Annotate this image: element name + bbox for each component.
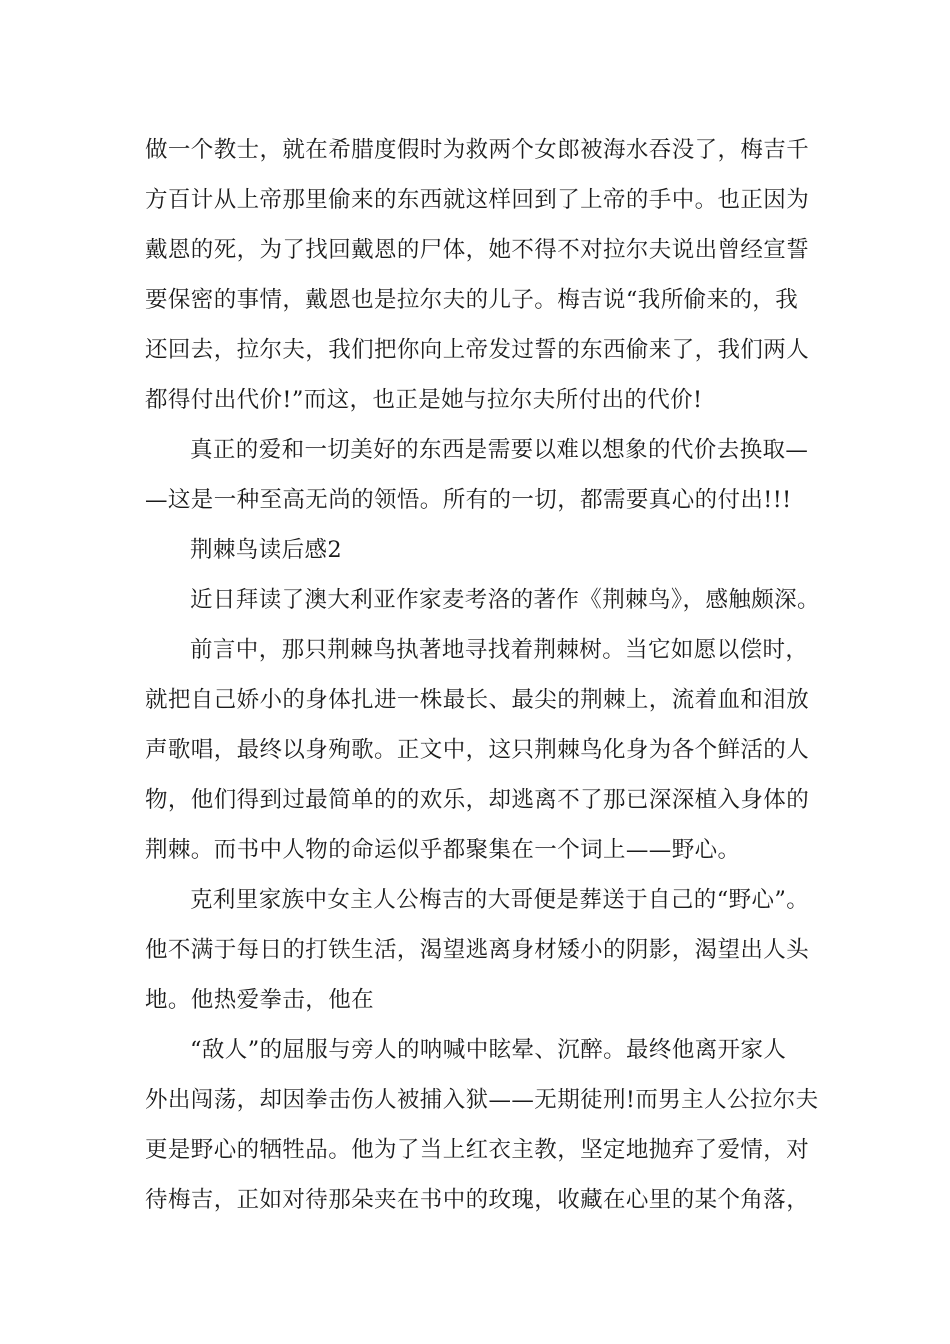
text-line: —这是一种至高无尚的领悟。所有的一切，都需要真心的付出!!! xyxy=(145,487,792,513)
text-line: 地。他热爱拳击，他在 xyxy=(145,987,375,1013)
text-line: “敌人”的屈服与旁人的呐喊中眩晕、沉醉。最终他离开家人 xyxy=(190,1037,787,1063)
text-line: 真正的爱和一切美好的东西是需要以难以想象的代价去换取— xyxy=(190,437,809,463)
text-line: 近日拜读了澳大利亚作家麦考洛的著作《荆棘鸟》，感触颇深。 xyxy=(190,587,820,613)
text-line: 更是野心的牺牲品。他为了当上红衣主教，坚定地抛弃了爱情，对 xyxy=(145,1137,810,1163)
text-line: 前言中，那只荆棘鸟执著地寻找着荆棘树。当它如愿以偿时， xyxy=(190,637,809,663)
text-line: 待梅吉，正如对待那朵夹在书中的玫瑰，收藏在心里的某个角落， xyxy=(145,1187,810,1213)
text-line: 他不满于每日的打铁生活，渴望逃离身材矮小的阴影，渴望出人头 xyxy=(145,937,810,963)
text-line: 做一个教士，就在希腊度假时为救两个女郎被海水吞没了，梅吉千 xyxy=(145,137,810,163)
text-line: 物，他们得到过最简单的的欢乐，却逃离不了那已深深植入身体的 xyxy=(145,787,810,813)
text-line: 还回去，拉尔夫，我们把你向上帝发过誓的东西偷来了，我们两人 xyxy=(145,337,810,363)
text-line: 都得付出代价!”而这，也正是她与拉尔夫所付出的代价! xyxy=(145,387,703,413)
text-line: 戴恩的死，为了找回戴恩的尸体，她不得不对拉尔夫说出曾经宣誓 xyxy=(145,237,810,263)
section-heading: 荆棘鸟读后感2 xyxy=(190,537,343,563)
text-line: 声歌唱，最终以身殉歌。正文中，这只荆棘鸟化身为各个鲜活的人 xyxy=(145,737,810,763)
text-line: 荆棘。而书中人物的命运似乎都聚集在一个词上——野心。 xyxy=(145,837,741,863)
text-line: 外出闯荡，却因拳击伤人被捕入狱——无期徒刑!而男主人公拉尔夫 xyxy=(145,1087,819,1113)
text-line: 克利里家族中女主人公梅吉的大哥便是葬送于自己的“野心”。 xyxy=(190,887,810,913)
text-line: 方百计从上帝那里偷来的东西就这样回到了上帝的手中。也正因为 xyxy=(145,187,810,213)
text-line: 就把自己娇小的身体扎进一株最长、最尖的荆棘上，流着血和泪放 xyxy=(145,687,810,713)
text-line: 要保密的事情，戴恩也是拉尔夫的儿子。梅吉说“我所偷来的，我 xyxy=(145,287,799,313)
